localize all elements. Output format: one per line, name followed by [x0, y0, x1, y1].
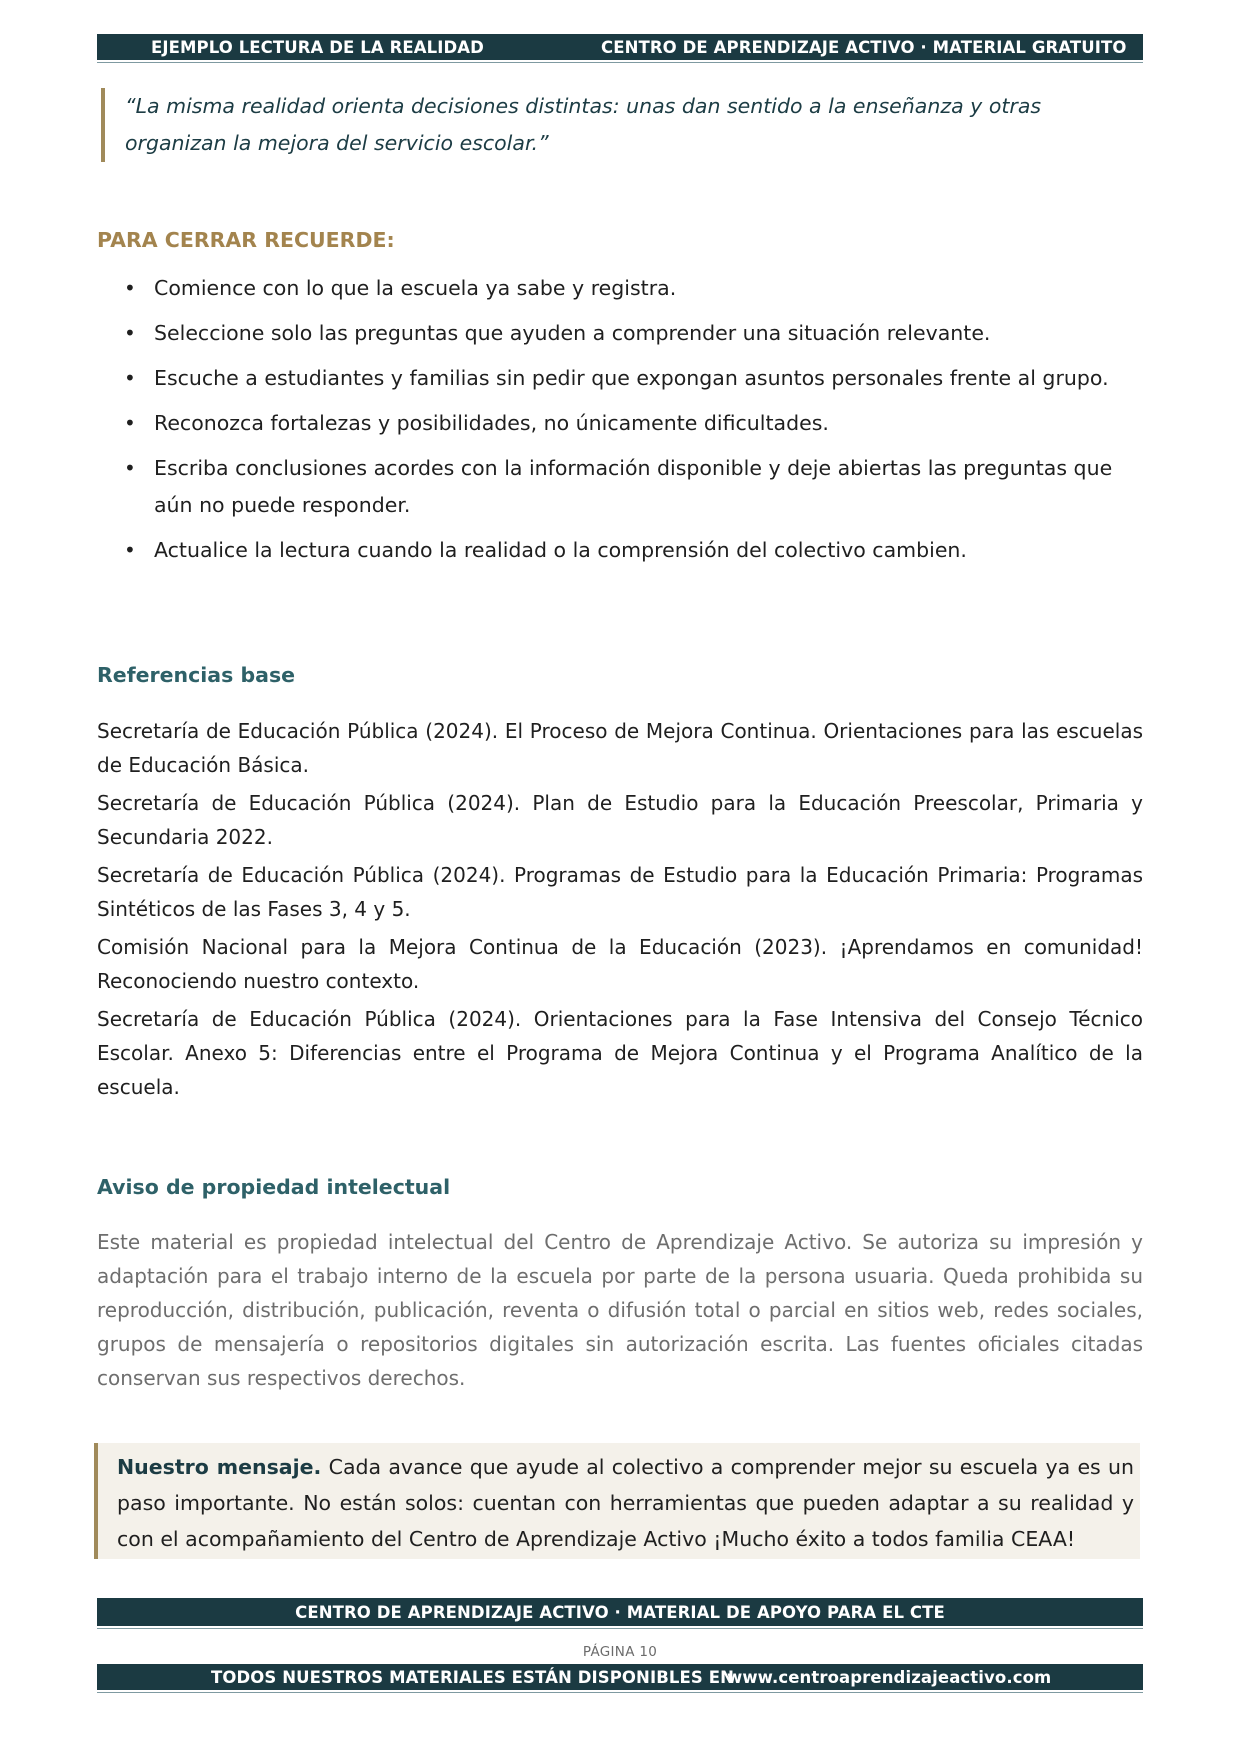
- quote-text: “La misma realidad orienta decisiones distintas: unas dan sentido a la enseñanza y otras organizan la mejora del servicio escolar.”: [125, 94, 1042, 155]
- bullet-icon: •: [124, 538, 136, 562]
- ip-notice-text: Este material es propiedad intelectual del Centro de Aprendizaje Activo. Se autoriza su impresión y adaptación para el trabajo interno de la escuela por parte de la persona usuaria. Queda prohibida su reproducción, distribución, publicación, reventa o difusión total o parcial en sitios web, redes sociales, grupos de mensajería o repositorios digitales sin autorización escrita. Las fuentes oficiales citadas conservan sus respectivos derechos.: [97, 1230, 1143, 1390]
- reference-item: Secretaría de Educación Pública (2024). El Proceso de Mejora Continua. Orientaciones para las escuelas de Educación Básica.: [97, 719, 1143, 777]
- references-title: Referencias base: [97, 663, 296, 687]
- header-publisher: CENTRO DE APRENDIZAJE ACTIVO · MATERIAL GRATUITO: [601, 37, 1127, 57]
- footer-bar: [97, 1598, 1143, 1626]
- reference-item: Comisión Nacional para la Mejora Continua de la Educación (2023). ¡Aprendamos en comunidad! Reconociendo nuestro contexto.: [97, 935, 1143, 993]
- list-item: • Seleccione solo las preguntas que ayuden a comprender una situación relevante.: [97, 315, 1143, 352]
- message-box: [94, 1443, 1140, 1559]
- message-text: [117, 1449, 1134, 1557]
- list-item: • Reconozca fortalezas y posibilidades, no únicamente dificultades.: [97, 405, 1143, 442]
- list-item: • Actualice la lectura cuando la realidad o la comprensión del colectivo cambien.: [97, 532, 1143, 569]
- message-body: Cada avance que ayude al colectivo a comprender mejor su escuela ya es un paso importante. No están solos: cuentan con herramientas que pueden adaptar a su realidad y con el acompañamiento del Centro de Aprendizaje Activo ¡Mucho éxito a todos familia CEAA!: [117, 1455, 1134, 1551]
- bullet-icon: •: [124, 456, 136, 480]
- list-item: • Escriba conclusiones acordes con la información disponible y deje abiertas las preguntas que aún no puede responder.: [97, 450, 1143, 524]
- page-number: PÁGINA 10: [582, 1644, 658, 1660]
- reference-item: Secretaría de Educación Pública (2024). Orientaciones para la Fase Intensiva del Consejo Técnico Escolar. Anexo 5: Diferencias entre el Programa de Mejora Continua y el Programa Analítico de la escuela.: [97, 1007, 1143, 1099]
- message-lead: Nuestro mensaje.: [117, 1455, 322, 1479]
- reminder-list: [97, 270, 1143, 577]
- ip-notice-title: Aviso de propiedad intelectual: [97, 1175, 451, 1199]
- quote-block: [101, 88, 1141, 162]
- list-item: • Comience con lo que la escuela ya sabe y registra.: [97, 270, 1143, 307]
- footer-publisher: CENTRO DE APRENDIZAJE ACTIVO · MATERIAL DE APOYO PARA EL CTE: [295, 1602, 945, 1622]
- closing-heading: PARA CERRAR RECUERDE:: [97, 228, 395, 252]
- reference-item: Secretaría de Educación Pública (2024). Plan de Estudio para la Educación Preescolar, Primaria y Secundaria 2022.: [97, 791, 1143, 849]
- footer-availability-bar: [97, 1664, 1143, 1690]
- list-item: • Escuche a estudiantes y familias sin pedir que expongan asuntos personales frente al grupo.: [97, 360, 1143, 397]
- footer-availability-text: TODOS NUESTROS MATERIALES ESTÁN DISPONIBLES EN: [211, 1667, 734, 1687]
- bullet-icon: •: [124, 411, 136, 435]
- bullet-icon: •: [124, 276, 136, 300]
- references-list: [97, 714, 1143, 1108]
- website-link[interactable]: www.centroaprendizajeactivo.com: [727, 1667, 1052, 1687]
- header-bar: [97, 34, 1143, 60]
- reference-item: Secretaría de Educación Pública (2024). Programas de Estudio para la Educación Primaria: Programas Sintéticos de las Fases 3, 4 y 5.: [97, 863, 1143, 921]
- bullet-icon: •: [124, 321, 136, 345]
- header-document-title: EJEMPLO LECTURA DE LA REALIDAD: [151, 37, 484, 57]
- bullet-icon: •: [124, 366, 136, 390]
